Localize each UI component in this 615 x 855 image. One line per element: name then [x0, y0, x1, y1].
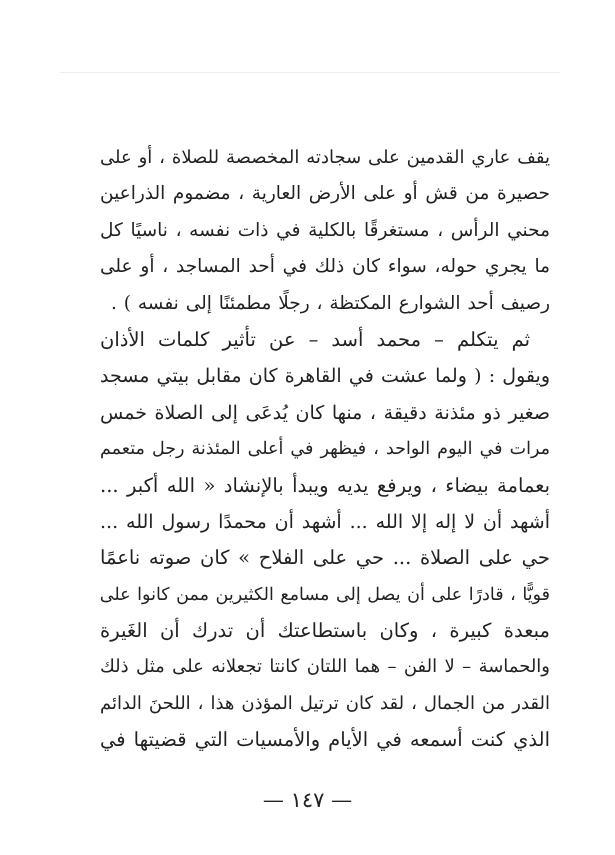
text-line: الذي كنت أسمعه في الأيام والأمسيات التي قضيتها في: [100, 728, 550, 752]
text-line: يقف عاري القدمين على سجادته المخصصة للصلاة ، أو على: [100, 147, 550, 168]
text-line: ما يجري حوله، سواء كان ذلك في أحد المساجد ، أو على: [100, 256, 550, 278]
text-line: والحماسة – لا الفن – هما اللتان كانتا تجعلانه على مثل ذلك: [100, 656, 550, 678]
text-line: حصيرة من قش أو على الأرض العارية ، مضموم الذراعين: [100, 183, 550, 205]
text-line: قويًّا ، قادرًا على أن يصل إلى مسامع الكثيرين ممن كانوا على: [99, 584, 550, 605]
text-line: ويقول : ( ولما عشت في القاهرة كان مقابل بيتي مسجد: [100, 365, 550, 388]
text-line: بعمامة بيضاء ، ويرفع يديه ويبدأ بالإنشاد « الله أكبر ...: [100, 473, 550, 497]
text-line: القدر من الجمال ، لقد كان ترتيل المؤذن هذا ، اللحنَ الدائم: [100, 692, 550, 714]
text-line: ثم يتكلم – محمد أسد – عن تأثير كلمات الأذان: [100, 327, 530, 351]
text-line: محني الرأس ، مستغرقًا بالكلية في ذات نفسه ، ناسيًا كل: [100, 219, 550, 241]
text-line: أشهد أن لا إله إلا الله ... أشهد أن محمدًا رسول الله ...: [100, 510, 550, 533]
text-line: مبعدة كبيرة ، وكان باستطاعتك أن تدرك أن الغَيرة: [100, 619, 550, 643]
text-line: مرات في اليوم الواحد ، فيظهر في أعلى المئذنة رجل متعمم: [100, 439, 550, 460]
scan-edge-line: [60, 72, 560, 73]
text-line: صغير ذو مئذنة دقيقة ، منها كان يُدعَى إلى الصلاة خمس: [100, 401, 550, 424]
page-number: — ١٤٧ —: [262, 788, 353, 812]
text-line: حي على الصلاة ... حي على الفلاح » كان صوته ناعمًا: [100, 546, 550, 570]
text-line: رصيف أحد الشوارع المكتظة ، رجلًا مطمئنًا إلى نفسه ) .: [111, 292, 550, 314]
page-body-text: [100, 140, 550, 759]
